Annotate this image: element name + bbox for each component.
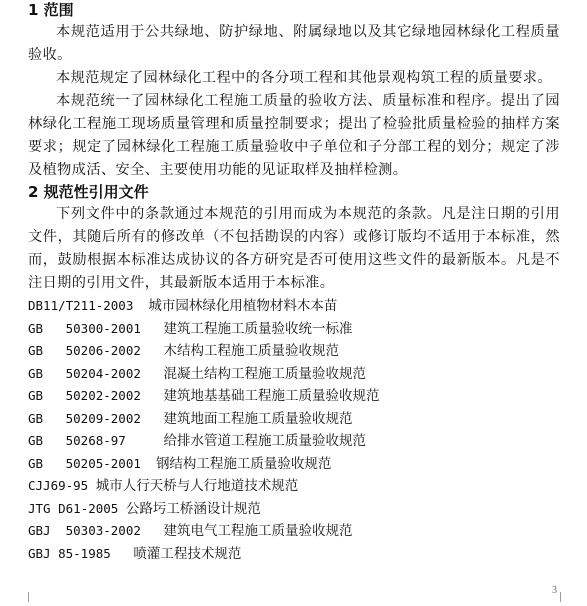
reference-code: GB 50209-2002 [28,410,164,426]
reference-code: GBJ 85-1985 [28,545,134,561]
reference-code: GB 50206-2002 [28,343,164,358]
reference-title: 钢结构工程施工质量验收规范 [155,455,332,472]
reference-title: 建筑工程施工质量验收统一标准 [163,320,353,337]
reference-item [28,498,560,521]
reference-code: GB 50205-2001 [28,455,156,471]
reference-code: GBJ 50303-2002 [28,523,164,538]
reference-code: CJJ69-95 [28,478,96,493]
reference-code: GB 50204-2002 [28,365,164,381]
reference-item [28,363,560,386]
reference-title: 给排水管道工程施工质量验收规范 [163,433,366,449]
reference-item [28,295,560,318]
reference-title: 建筑电气工程施工质量验收规范 [163,523,353,539]
reference-item [28,385,560,408]
reference-item [28,340,560,363]
page-number: 3 [552,585,557,596]
reference-code: DB11/T211-2003 [28,298,149,313]
paragraph-scope-methods: 本规范统一了园林绿化工程施工质量的验收方法、质量标准和程序。提出了园林绿化工程施工现场质量管理和质量控制要求；提出了检验批质量检验的抽样方案要求；规定了园林绿化工程施工质量验收中子单位和子分部工程的划分；规定了涉及植物成活、安全、主要使用功能的见证取样及抽样检测。 [28,93,560,178]
paragraph-normative-references: 下列文件中的条款通过本规范的引用而成为本规范的条款。凡是注日期的引用文件，其随后所有的修改单（不包括勘误的内容）或修订版均不适用于本标准，然而，鼓励根据本标准达成协议的各方研究是否可使用这些文件的最新版本。凡是不注日期的引用文件，其最新版本适用于本标准。 [28,206,560,291]
reference-item [28,475,560,498]
reference-item [28,520,560,543]
reference-title: 木结构工程施工质量验收规范 [163,343,339,359]
reference-title: 建筑地面工程施工质量验收规范 [163,410,353,427]
reference-title: 喷灌工程技术规范 [133,545,242,562]
reference-title: 城市人行天桥与人行地道技术规范 [95,478,299,494]
reference-item [28,408,560,431]
reference-code: GB 50202-2002 [28,388,164,403]
reference-title: 混凝土结构工程施工质量验收规范 [163,365,366,382]
reference-title: 城市园林绿化用植物材料木本苗 [148,298,338,314]
reference-list [28,295,560,565]
paragraph-scope-applicability: 本规范适用于公共绿地、防护绿地、附属绿地以及其它绿地园林绿化工程质量验收。 [28,24,560,63]
reference-code: GB 50300-2001 [28,320,164,336]
reference-item [28,453,560,476]
section-heading-normative-references: 2 规范性引用文件 [28,183,149,201]
paragraph-scope-requirements: 本规范规定了园林绿化工程中的各分项工程和其他景观构筑工程的质量要求。 [56,70,552,86]
page-corner-mark-left [28,592,39,602]
reference-item [28,543,560,566]
section-heading-scope: 1 范围 [28,1,74,19]
reference-code: GB 50268-97 [28,433,164,448]
document-body [28,0,560,565]
reference-title: 建筑地基基础工程施工质量验收规范 [163,388,380,404]
reference-item [28,430,560,453]
reference-code: JTG D61-2005 [28,500,126,516]
reference-item [28,318,560,341]
reference-title: 公路圬工桥涵设计规范 [125,500,261,517]
